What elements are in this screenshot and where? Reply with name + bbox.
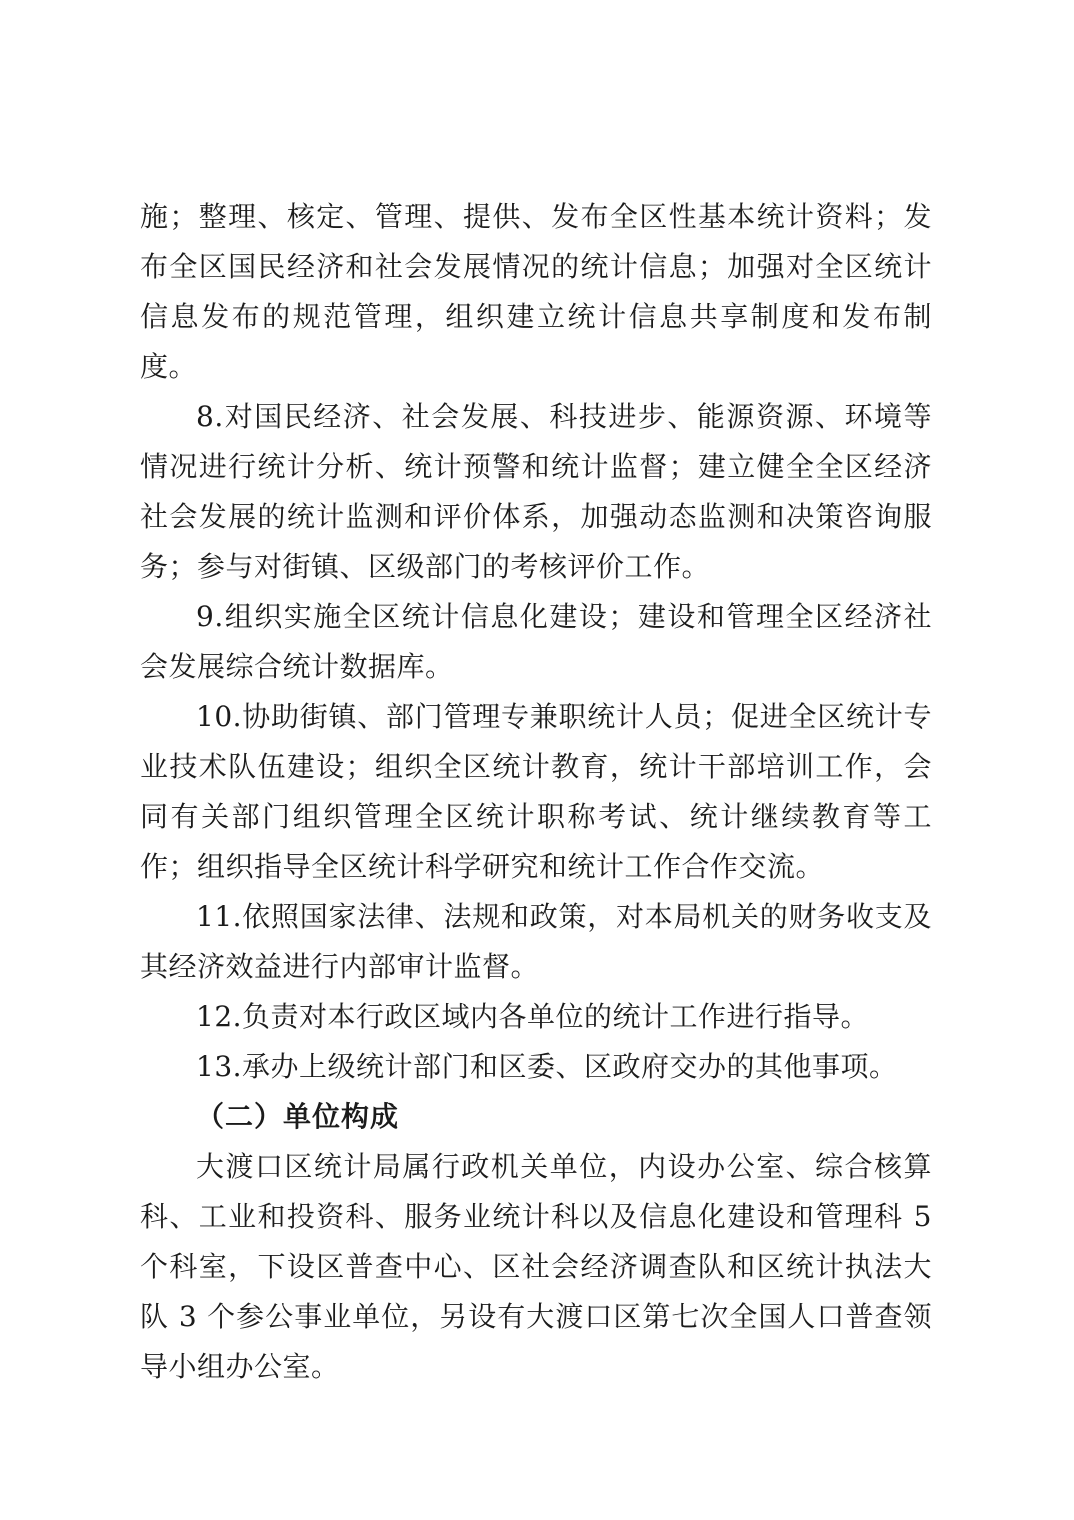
paragraph-unit-composition: 大渡口区统计局属行政机关单位，内设办公室、综合核算科、工业和投资科、服务业统计科以及信息化建设和管理科 5 个科室，下设区普查中心、区社会经济调查队和区统计执法大队 3 个参公事业单位，另设有大渡口区第七次全国人口普查领导小组办公室。 xyxy=(140,1150,932,1383)
paragraph-continuation: 施；整理、核定、管理、提供、发布全区性基本统计资料；发布全区国民经济和社会发展情况的统计信息；加强对全区统计信息发布的规范管理，组织建立统计信息共享制度和发布制度。 xyxy=(140,200,932,383)
paragraph-item-10: 10.协助街镇、部门管理专兼职统计人员；促进全区统计专业技术队伍建设；组织全区统计教育，统计干部培训工作，会同有关部门组织管理全区统计职称考试、统计继续教育等工作；组织指导全区统计科学研究和统计工作合作交流。 xyxy=(140,700,932,883)
document-body xyxy=(140,192,932,1392)
paragraph-item-12: 12.负责对本行政区域内各单位的统计工作进行指导。 xyxy=(196,1000,870,1033)
paragraph-item-8: 8.对国民经济、社会发展、科技进步、能源资源、环境等情况进行统计分析、统计预警和统计监督；建立健全全区经济社会发展的统计监测和评价体系，加强动态监测和决策咨询服务；参与对街镇、区级部门的考核评价工作。 xyxy=(140,400,932,583)
section-heading-unit-composition: （二）单位构成 xyxy=(196,1100,400,1133)
paragraph-item-13: 13.承办上级统计部门和区委、区政府交办的其他事项。 xyxy=(196,1050,898,1083)
paragraph-item-11: 11.依照国家法律、法规和政策，对本局机关的财务收支及其经济效益进行内部审计监督。 xyxy=(140,900,932,983)
paragraph-item-9: 9.组织实施全区统计信息化建设；建设和管理全区经济社会发展综合统计数据库。 xyxy=(140,600,932,683)
